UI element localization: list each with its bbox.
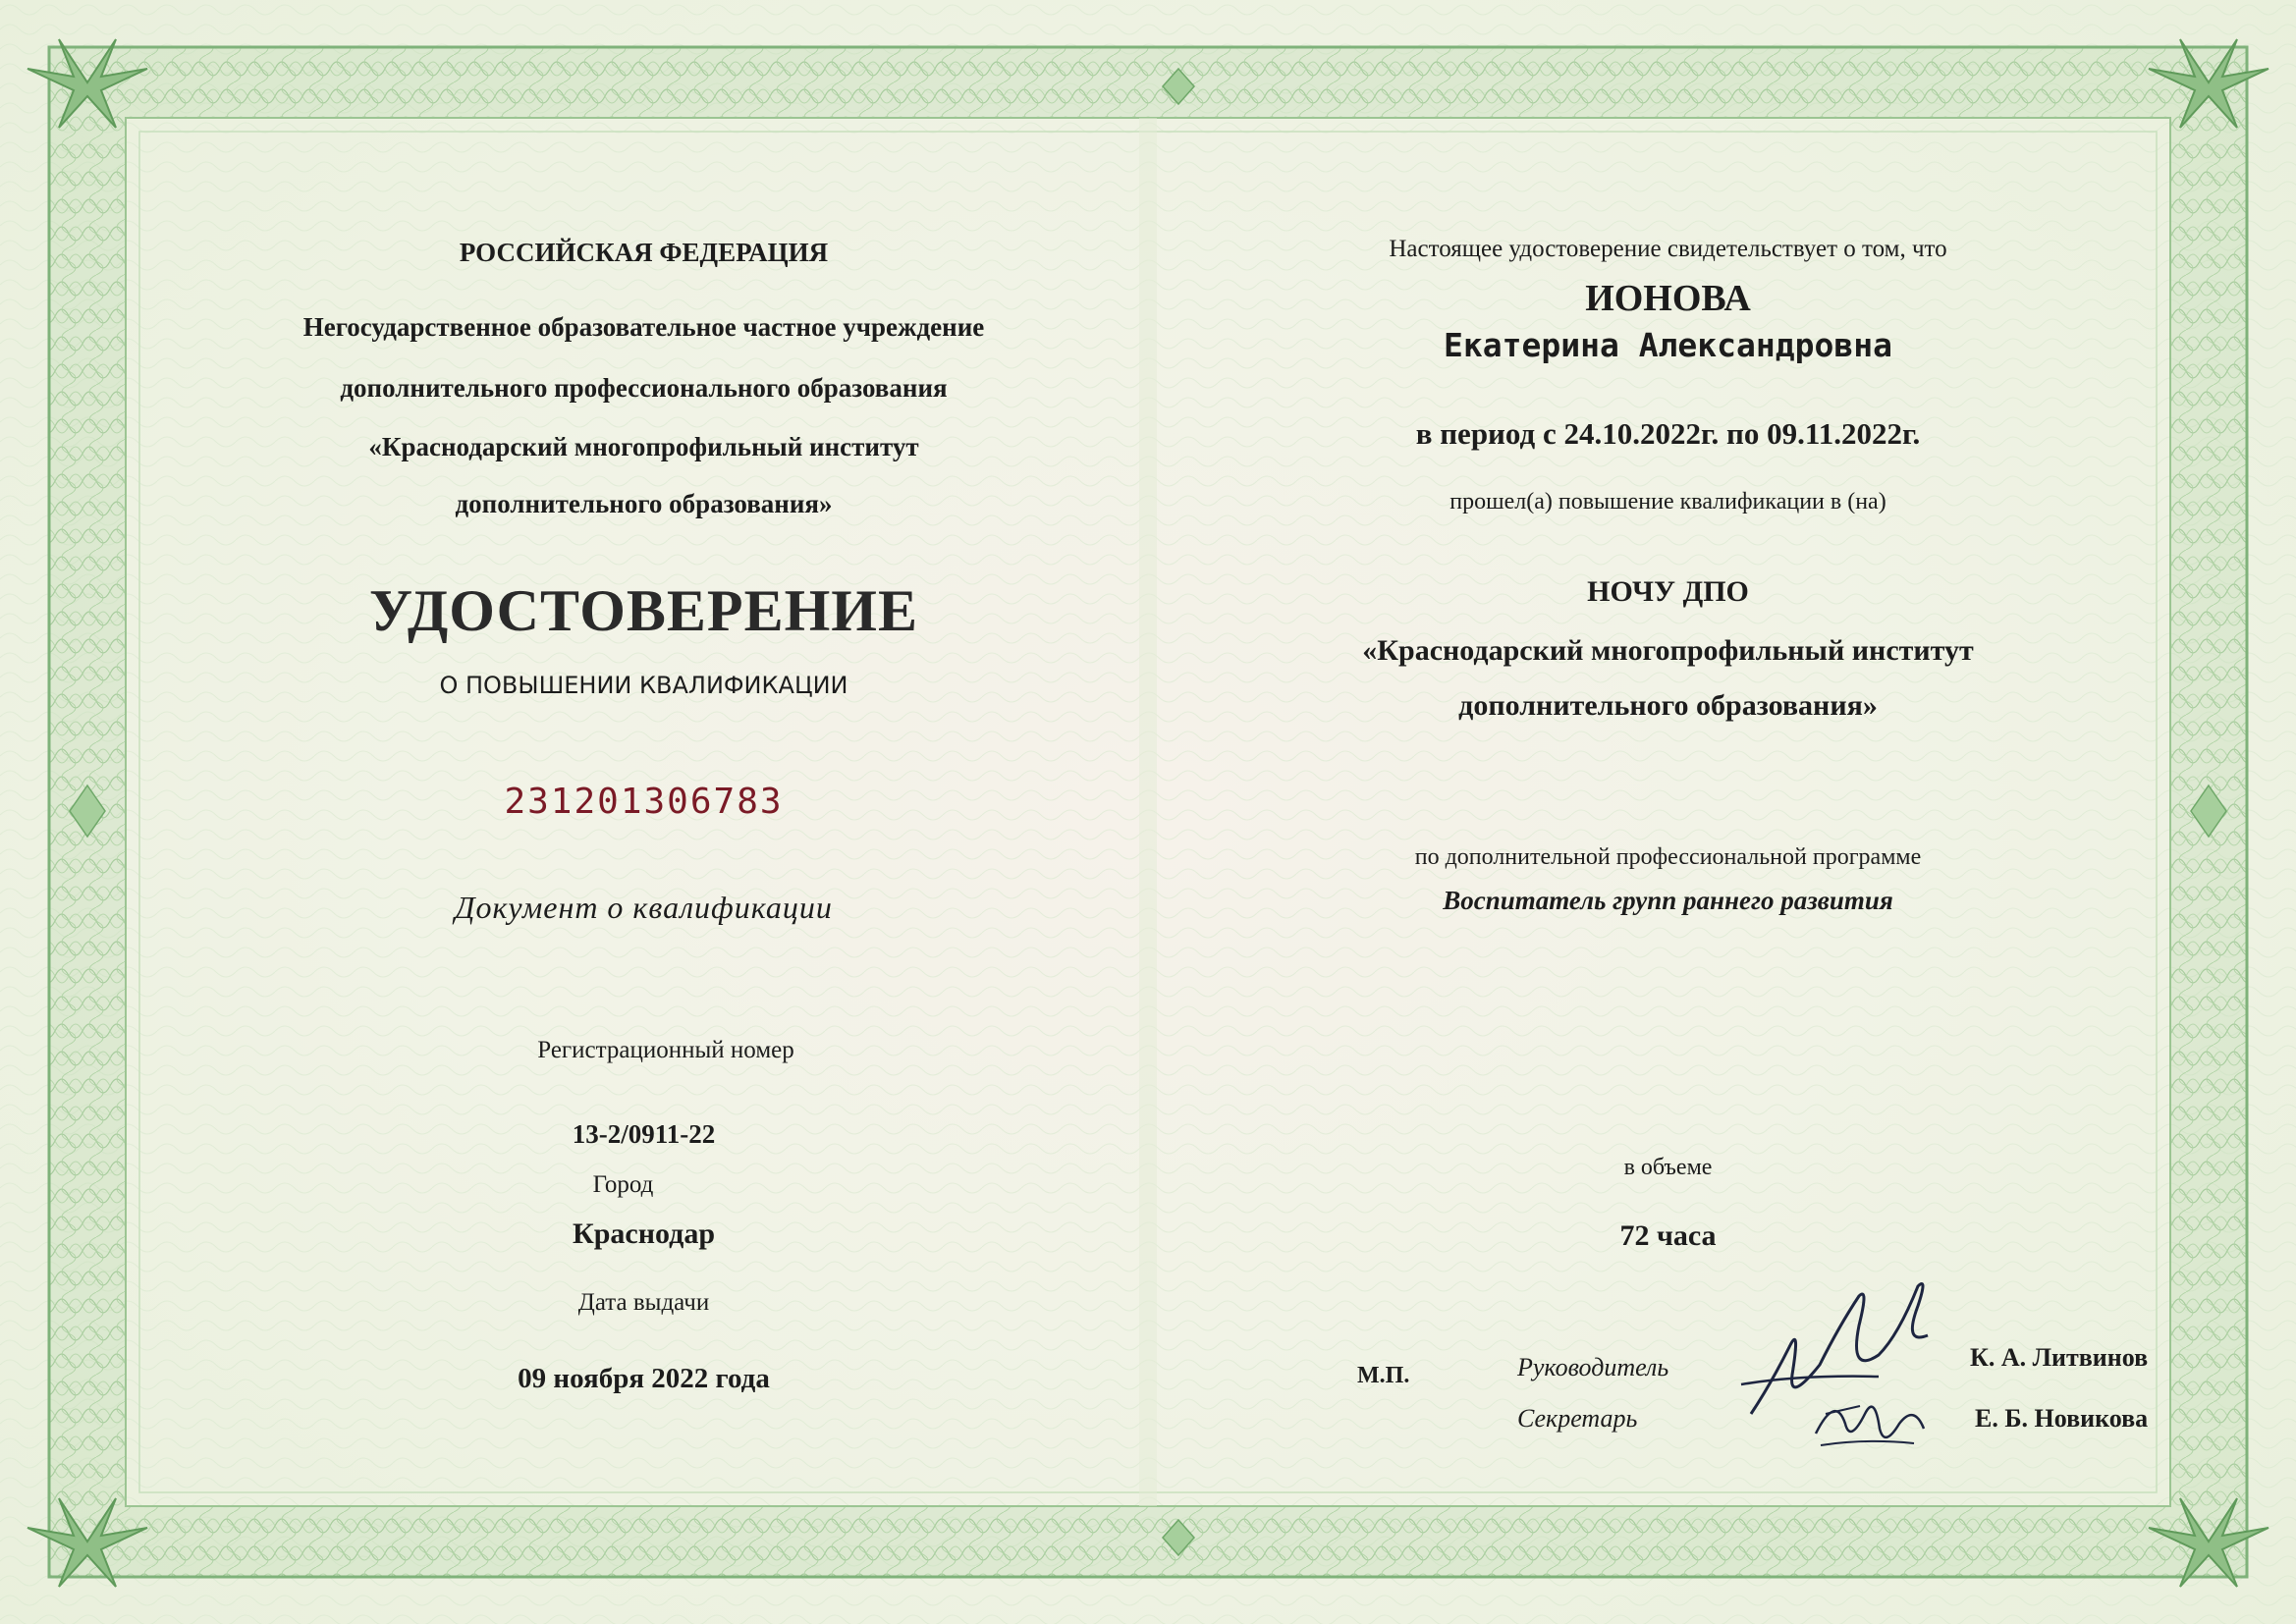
document-title: УДОСТОВЕРЕНИЕ [369, 578, 918, 643]
institution-name-line-1: «Краснодарский многопрофильный институт [1362, 634, 1974, 667]
holder-surname: ИОНОВА [1585, 278, 1751, 319]
org-name-line-2: дополнительного профессионального образования [340, 373, 948, 403]
issue-date-label: Дата выдачи [577, 1289, 710, 1316]
document-type: Документ о квалификации [455, 890, 833, 925]
program-label: по дополнительной профессиональной программе [1414, 844, 1922, 870]
volume-label: в объеме [1623, 1155, 1713, 1180]
org-name-line-3: «Краснодарский многопрофильный институт [368, 432, 919, 461]
head-label: Руководитель [1517, 1353, 1669, 1381]
certifies-intro: Настоящее удостоверение свидетельствует о том, что [1389, 236, 1947, 262]
holder-given-names: Екатерина Александровна [1444, 326, 1892, 364]
document-subtitle: О ПОВЫШЕНИИ КВАЛИФИКАЦИИ [439, 672, 848, 699]
city-value: Краснодар [572, 1218, 716, 1250]
right-page [1148, 0, 2296, 1624]
org-name-line-1: Негосударственное образовательное частное учреждение [302, 312, 985, 342]
org-name-line-4: дополнительного образования» [455, 489, 833, 518]
country-heading: РОССИЙСКАЯ ФЕДЕРАЦИЯ [459, 238, 829, 267]
volume-value: 72 часа [1619, 1219, 1717, 1252]
serial-number: 231201306783 [504, 782, 784, 822]
registration-number-label: Регистрационный номер [537, 1037, 794, 1063]
issue-date-value: 09 ноября 2022 года [518, 1363, 770, 1394]
institution-short-name: НОЧУ ДПО [1587, 575, 1749, 608]
training-period: в период с 24.10.2022г. по 09.11.2022г. [1415, 416, 1921, 451]
stamp-mark: М.П. [1357, 1363, 1410, 1388]
city-label: Город [592, 1171, 654, 1198]
program-name: Воспитатель групп раннего развития [1443, 886, 1893, 915]
secretary-name: Е. Б. Новикова [1975, 1404, 2149, 1433]
institution-name-line-2: дополнительного образования» [1458, 689, 1878, 722]
secretary-signature [1806, 1384, 1943, 1463]
head-name: К. А. Литвинов [1970, 1343, 2149, 1372]
completed-training-text: прошел(а) повышение квалификации в (на) [1449, 489, 1886, 514]
registration-number-value: 13-2/0911-22 [572, 1119, 716, 1149]
secretary-label: Секретарь [1517, 1404, 1638, 1433]
